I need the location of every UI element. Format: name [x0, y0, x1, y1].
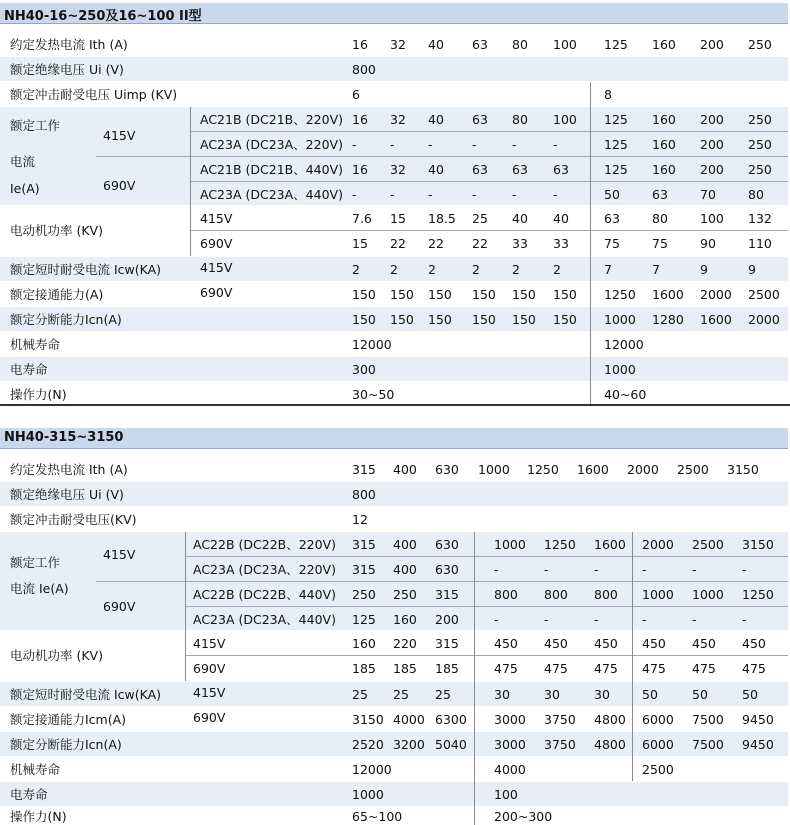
- value-cell: 450: [494, 636, 518, 651]
- value-cell: -: [494, 562, 499, 577]
- value-cell: 132: [748, 211, 772, 226]
- row-elec: [0, 357, 788, 381]
- value-cell: 6000: [642, 737, 674, 752]
- value-cell: 1000: [352, 787, 384, 802]
- value-cell: 50: [692, 687, 708, 702]
- value-cell: 18.5: [428, 211, 456, 226]
- value-cell: 32: [390, 37, 406, 52]
- value-cell: 7500: [692, 737, 724, 752]
- row-label: 额定接通能力Icm(A): [10, 712, 127, 727]
- value-cell: 2000: [627, 462, 659, 477]
- value-cell: -: [594, 612, 599, 627]
- value-cell: 33: [553, 236, 569, 251]
- value-cell: 150: [553, 287, 577, 302]
- value-cell: -: [553, 137, 558, 152]
- value-cell: 400: [393, 562, 417, 577]
- value-cell: 800: [544, 587, 568, 602]
- value-cell: 12000: [352, 337, 392, 352]
- value-cell: 150: [390, 287, 414, 302]
- value-cell: 7.6: [352, 211, 372, 226]
- value-cell: 150: [390, 312, 414, 327]
- value-cell: 1000: [642, 587, 674, 602]
- value-cell: 70: [700, 187, 716, 202]
- value-cell: 50: [604, 187, 620, 202]
- value-cell: 475: [642, 661, 666, 676]
- value-cell: 250: [748, 37, 772, 52]
- value-cell: 80: [652, 211, 668, 226]
- value-cell: 40: [512, 211, 528, 226]
- value-cell: 40~60: [604, 387, 647, 402]
- value-cell: 220: [393, 636, 417, 651]
- row-label: 额定绝缘电压 Ui (V): [10, 487, 124, 502]
- row-label: 约定发热电流 Ith (A): [10, 462, 128, 477]
- value-cell: 100: [700, 211, 724, 226]
- row-ui: [0, 482, 788, 506]
- row-label: 额定冲击耐受电压 Uimp (KV): [10, 87, 178, 102]
- value-cell: 12000: [604, 337, 644, 352]
- row-label: 电寿命: [10, 362, 48, 377]
- value-cell: 4000: [494, 762, 526, 777]
- value-cell: 1000: [478, 462, 510, 477]
- value-cell: 25: [352, 687, 368, 702]
- value-cell: 185: [352, 661, 376, 676]
- motor-label: 电动机功率 (KV): [10, 223, 103, 238]
- value-cell: 200: [700, 112, 724, 127]
- value-cell: -: [352, 137, 357, 152]
- value-cell: 16: [352, 112, 368, 127]
- value-cell: 800: [594, 587, 618, 602]
- value-cell: 4800: [594, 712, 626, 727]
- value-cell: 63: [472, 162, 488, 177]
- row-icn: [0, 732, 788, 756]
- value-cell: -: [692, 612, 697, 627]
- value-cell: -: [428, 187, 433, 202]
- value-cell: 22: [390, 236, 406, 251]
- row-mech: [0, 757, 788, 781]
- motor-block: [0, 206, 788, 256]
- value-cell: 30: [594, 687, 610, 702]
- value-cell: 800: [352, 62, 376, 77]
- value-cell: 150: [428, 287, 452, 302]
- row-icm: [0, 282, 788, 306]
- value-cell: 150: [428, 312, 452, 327]
- value-cell: 40: [428, 37, 444, 52]
- value-cell: 75: [652, 236, 668, 251]
- value-cell: 125: [604, 37, 628, 52]
- value-cell: 630: [435, 462, 459, 477]
- value-cell: -: [390, 137, 395, 152]
- value-cell: 160: [352, 636, 376, 651]
- value-cell: 200: [700, 37, 724, 52]
- value-cell: 90: [700, 236, 716, 251]
- value-cell: -: [642, 562, 647, 577]
- value-cell: 315: [352, 562, 376, 577]
- row-elec: [0, 782, 788, 806]
- value-cell: 100: [553, 112, 577, 127]
- value-cell: 63: [472, 37, 488, 52]
- value-cell: 2: [390, 262, 398, 277]
- value-cell: 400: [393, 462, 417, 477]
- value-cell: -: [472, 137, 477, 152]
- value-cell: 315: [435, 587, 459, 602]
- value-cell: 4000: [393, 712, 425, 727]
- table-1-header: [0, 3, 788, 24]
- row-icw: [0, 682, 788, 706]
- value-cell: 1250: [527, 462, 559, 477]
- voltage-415: 415V: [103, 128, 136, 143]
- value-cell: 1250: [544, 537, 576, 552]
- ie-block: [0, 107, 788, 205]
- value-cell: 160: [652, 37, 676, 52]
- value-cell: -: [472, 187, 477, 202]
- value-cell: 12000: [352, 762, 392, 777]
- value-cell: 200: [700, 137, 724, 152]
- value-cell: 2: [553, 262, 561, 277]
- value-cell: 150: [512, 287, 536, 302]
- value-cell: 50: [642, 687, 658, 702]
- value-cell: 150: [512, 312, 536, 327]
- value-cell: 630: [435, 562, 459, 577]
- value-cell: 30: [494, 687, 510, 702]
- value-cell: 150: [472, 312, 496, 327]
- value-cell: 475: [544, 661, 568, 676]
- value-cell: 160: [652, 112, 676, 127]
- value-cell: 33: [512, 236, 528, 251]
- value-cell: 150: [553, 312, 577, 327]
- value-cell: 2: [352, 262, 360, 277]
- value-cell: 32: [390, 162, 406, 177]
- row-label: 额定短时耐受电流 Icw(KA): [10, 262, 162, 277]
- value-cell: 2000: [700, 287, 732, 302]
- value-cell: 6000: [642, 712, 674, 727]
- value-cell: 1000: [604, 362, 636, 377]
- value-cell: 630: [435, 537, 459, 552]
- value-cell: 3000: [494, 712, 526, 727]
- value-cell: 110: [748, 236, 772, 251]
- row-icw: [0, 257, 788, 281]
- value-cell: 800: [494, 587, 518, 602]
- value-cell: 315: [435, 636, 459, 651]
- voltage-cell: 690V: [193, 661, 226, 676]
- value-cell: 185: [435, 661, 459, 676]
- row-label: 额定分断能力Icn(A): [10, 312, 122, 327]
- row-label: 约定发热电流 Ith (A): [10, 37, 128, 52]
- value-cell: 3200: [393, 737, 425, 752]
- row-label: 操作力(N): [10, 809, 67, 824]
- value-cell: 9: [700, 262, 708, 277]
- value-cell: -: [390, 187, 395, 202]
- voltage-cell: 690V: [193, 710, 226, 725]
- ie-label-line1: 额定工作: [10, 118, 61, 133]
- value-cell: 3150: [742, 537, 774, 552]
- value-cell: 12: [352, 512, 368, 527]
- row-icm: [0, 707, 788, 731]
- value-cell: 150: [352, 287, 376, 302]
- row-label: 额定冲击耐受电压(KV): [10, 512, 137, 527]
- value-cell: 16: [352, 37, 368, 52]
- voltage-cell: 415V: [193, 636, 226, 651]
- row-label: 操作力(N): [10, 387, 67, 402]
- row-label: 电寿命: [10, 787, 48, 802]
- value-cell: 3000: [494, 737, 526, 752]
- row-force: [0, 807, 788, 825]
- row-uimp: [0, 82, 788, 106]
- value-cell: -: [742, 562, 747, 577]
- table-1-title: NH40-16~250及16~100 II型: [4, 9, 202, 24]
- value-cell: 185: [393, 661, 417, 676]
- value-cell: 40: [553, 211, 569, 226]
- value-cell: 7500: [692, 712, 724, 727]
- value-cell: 80: [512, 37, 528, 52]
- value-cell: 450: [642, 636, 666, 651]
- value-cell: 475: [594, 661, 618, 676]
- value-cell: 315: [352, 462, 376, 477]
- value-cell: 5040: [435, 737, 467, 752]
- value-cell: 125: [604, 112, 628, 127]
- row-force: [0, 382, 788, 406]
- value-cell: 800: [352, 487, 376, 502]
- value-cell: 2000: [748, 312, 780, 327]
- value-cell: -: [742, 612, 747, 627]
- value-cell: 1000: [494, 537, 526, 552]
- value-cell: 125: [604, 137, 628, 152]
- ie-label-line2: 电流 Ie(A): [10, 581, 69, 596]
- value-cell: 450: [594, 636, 618, 651]
- value-cell: 63: [604, 211, 620, 226]
- value-cell: 2: [472, 262, 480, 277]
- value-cell: 250: [748, 162, 772, 177]
- value-cell: 3750: [544, 712, 576, 727]
- value-cell: 16: [352, 162, 368, 177]
- category-cell: AC23A (DC23A、440V): [193, 612, 336, 627]
- value-cell: 63: [652, 187, 668, 202]
- value-cell: 250: [352, 587, 376, 602]
- voltage-cell: 415V: [200, 211, 233, 226]
- value-cell: 475: [742, 661, 766, 676]
- row-icn: [0, 307, 788, 331]
- row-label: 额定接通能力(A): [10, 287, 104, 302]
- value-cell: 50: [742, 687, 758, 702]
- value-cell: 9450: [742, 737, 774, 752]
- category-cell: AC23A (DC23A、440V): [200, 187, 343, 202]
- row-label: 机械寿命: [10, 762, 61, 777]
- value-cell: 15: [352, 236, 368, 251]
- value-cell: 1280: [652, 312, 684, 327]
- value-cell: 1600: [652, 287, 684, 302]
- value-cell: 2500: [642, 762, 674, 777]
- value-cell: 15: [390, 211, 406, 226]
- value-cell: 200: [435, 612, 459, 627]
- value-cell: 150: [472, 287, 496, 302]
- voltage-cell: 690V: [200, 236, 233, 251]
- value-cell: 125: [352, 612, 376, 627]
- value-cell: 63: [472, 112, 488, 127]
- value-cell: 3750: [544, 737, 576, 752]
- table-2-header: [0, 428, 788, 449]
- value-cell: -: [594, 562, 599, 577]
- ie-block: [0, 532, 788, 630]
- value-cell: -: [544, 562, 549, 577]
- category-cell: AC22B (DC22B、220V): [193, 537, 337, 552]
- row-ith: [0, 32, 788, 56]
- value-cell: 9450: [742, 712, 774, 727]
- value-cell: 200~300: [494, 809, 553, 824]
- table-2-title: NH40-315~3150: [4, 430, 124, 445]
- value-cell: 2000: [642, 537, 674, 552]
- category-cell: AC23A (DC23A、220V): [200, 137, 343, 152]
- value-cell: 30~50: [352, 387, 395, 402]
- row-label: 机械寿命: [10, 337, 61, 352]
- value-cell: 2500: [677, 462, 709, 477]
- value-cell: 1250: [742, 587, 774, 602]
- value-cell: 63: [512, 162, 528, 177]
- value-cell: 400: [393, 537, 417, 552]
- value-cell: 25: [393, 687, 409, 702]
- value-cell: 160: [652, 137, 676, 152]
- value-cell: 9: [748, 262, 756, 277]
- value-cell: -: [642, 612, 647, 627]
- row-uimp: [0, 507, 788, 531]
- value-cell: 75: [604, 236, 620, 251]
- value-cell: 2: [428, 262, 436, 277]
- value-cell: 25: [472, 211, 488, 226]
- value-cell: 2: [512, 262, 520, 277]
- value-cell: 100: [494, 787, 518, 802]
- value-cell: 80: [512, 112, 528, 127]
- ie-label-line3: Ie(A): [10, 181, 40, 196]
- value-cell: 65~100: [352, 809, 403, 824]
- value-cell: 3150: [352, 712, 384, 727]
- value-cell: 22: [472, 236, 488, 251]
- value-cell: 160: [652, 162, 676, 177]
- voltage-690: 690V: [103, 599, 136, 614]
- value-cell: 125: [604, 162, 628, 177]
- value-cell: 40: [428, 162, 444, 177]
- value-cell: 3150: [727, 462, 759, 477]
- value-cell: 63: [553, 162, 569, 177]
- value-cell: 475: [494, 661, 518, 676]
- row-ith: [0, 457, 788, 481]
- value-cell: 250: [748, 137, 772, 152]
- motor-block: [0, 631, 788, 681]
- value-cell: 1000: [604, 312, 636, 327]
- value-cell: 2500: [692, 537, 724, 552]
- value-cell: 80: [748, 187, 764, 202]
- row-mech: [0, 332, 788, 356]
- value-cell: -: [544, 612, 549, 627]
- value-cell: 7: [652, 262, 660, 277]
- value-cell: 25: [435, 687, 451, 702]
- value-cell: -: [494, 612, 499, 627]
- ie-label-line2: 电流: [10, 154, 36, 169]
- value-cell: 7: [604, 262, 612, 277]
- category-cell: AC23A (DC23A、220V): [193, 562, 336, 577]
- value-cell: 475: [692, 661, 716, 676]
- value-cell: 1600: [577, 462, 609, 477]
- row-label: 额定分断能力Icn(A): [10, 737, 122, 752]
- value-cell: -: [352, 187, 357, 202]
- value-cell: 250: [393, 587, 417, 602]
- value-cell: 8: [604, 87, 612, 102]
- motor-label: 电动机功率 (KV): [10, 648, 103, 663]
- voltage-690: 690V: [103, 178, 136, 193]
- category-cell: AC21B (DC21B、220V): [200, 112, 344, 127]
- value-cell: 40: [428, 112, 444, 127]
- category-cell: AC22B (DC22B、440V): [193, 587, 337, 602]
- row-label: 额定绝缘电压 Ui (V): [10, 62, 124, 77]
- value-cell: 1000: [692, 587, 724, 602]
- value-cell: 315: [352, 537, 376, 552]
- value-cell: -: [692, 562, 697, 577]
- value-cell: -: [553, 187, 558, 202]
- value-cell: 2520: [352, 737, 384, 752]
- value-cell: 150: [352, 312, 376, 327]
- value-cell: 1250: [604, 287, 636, 302]
- value-cell: 100: [553, 37, 577, 52]
- value-cell: 450: [692, 636, 716, 651]
- value-cell: 1600: [594, 537, 626, 552]
- row-ui: [0, 57, 788, 81]
- value-cell: 450: [742, 636, 766, 651]
- voltage-cell: 415V: [193, 685, 226, 700]
- row-label: 额定短时耐受电流 Icw(KA): [10, 687, 162, 702]
- value-cell: 4800: [594, 737, 626, 752]
- value-cell: 32: [390, 112, 406, 127]
- value-cell: -: [512, 187, 517, 202]
- voltage-cell: 415V: [200, 260, 233, 275]
- ie-label-line1: 额定工作: [10, 555, 61, 570]
- value-cell: 6300: [435, 712, 467, 727]
- value-cell: 30: [544, 687, 560, 702]
- value-cell: 1600: [700, 312, 732, 327]
- value-cell: -: [428, 137, 433, 152]
- value-cell: 250: [748, 112, 772, 127]
- value-cell: 22: [428, 236, 444, 251]
- voltage-cell: 690V: [200, 285, 233, 300]
- value-cell: 2500: [748, 287, 780, 302]
- value-cell: -: [512, 137, 517, 152]
- value-cell: 160: [393, 612, 417, 627]
- category-cell: AC21B (DC21B、440V): [200, 162, 344, 177]
- value-cell: 200: [700, 162, 724, 177]
- value-cell: 450: [544, 636, 568, 651]
- voltage-415: 415V: [103, 547, 136, 562]
- value-cell: 300: [352, 362, 376, 377]
- value-cell: 6: [352, 87, 360, 102]
